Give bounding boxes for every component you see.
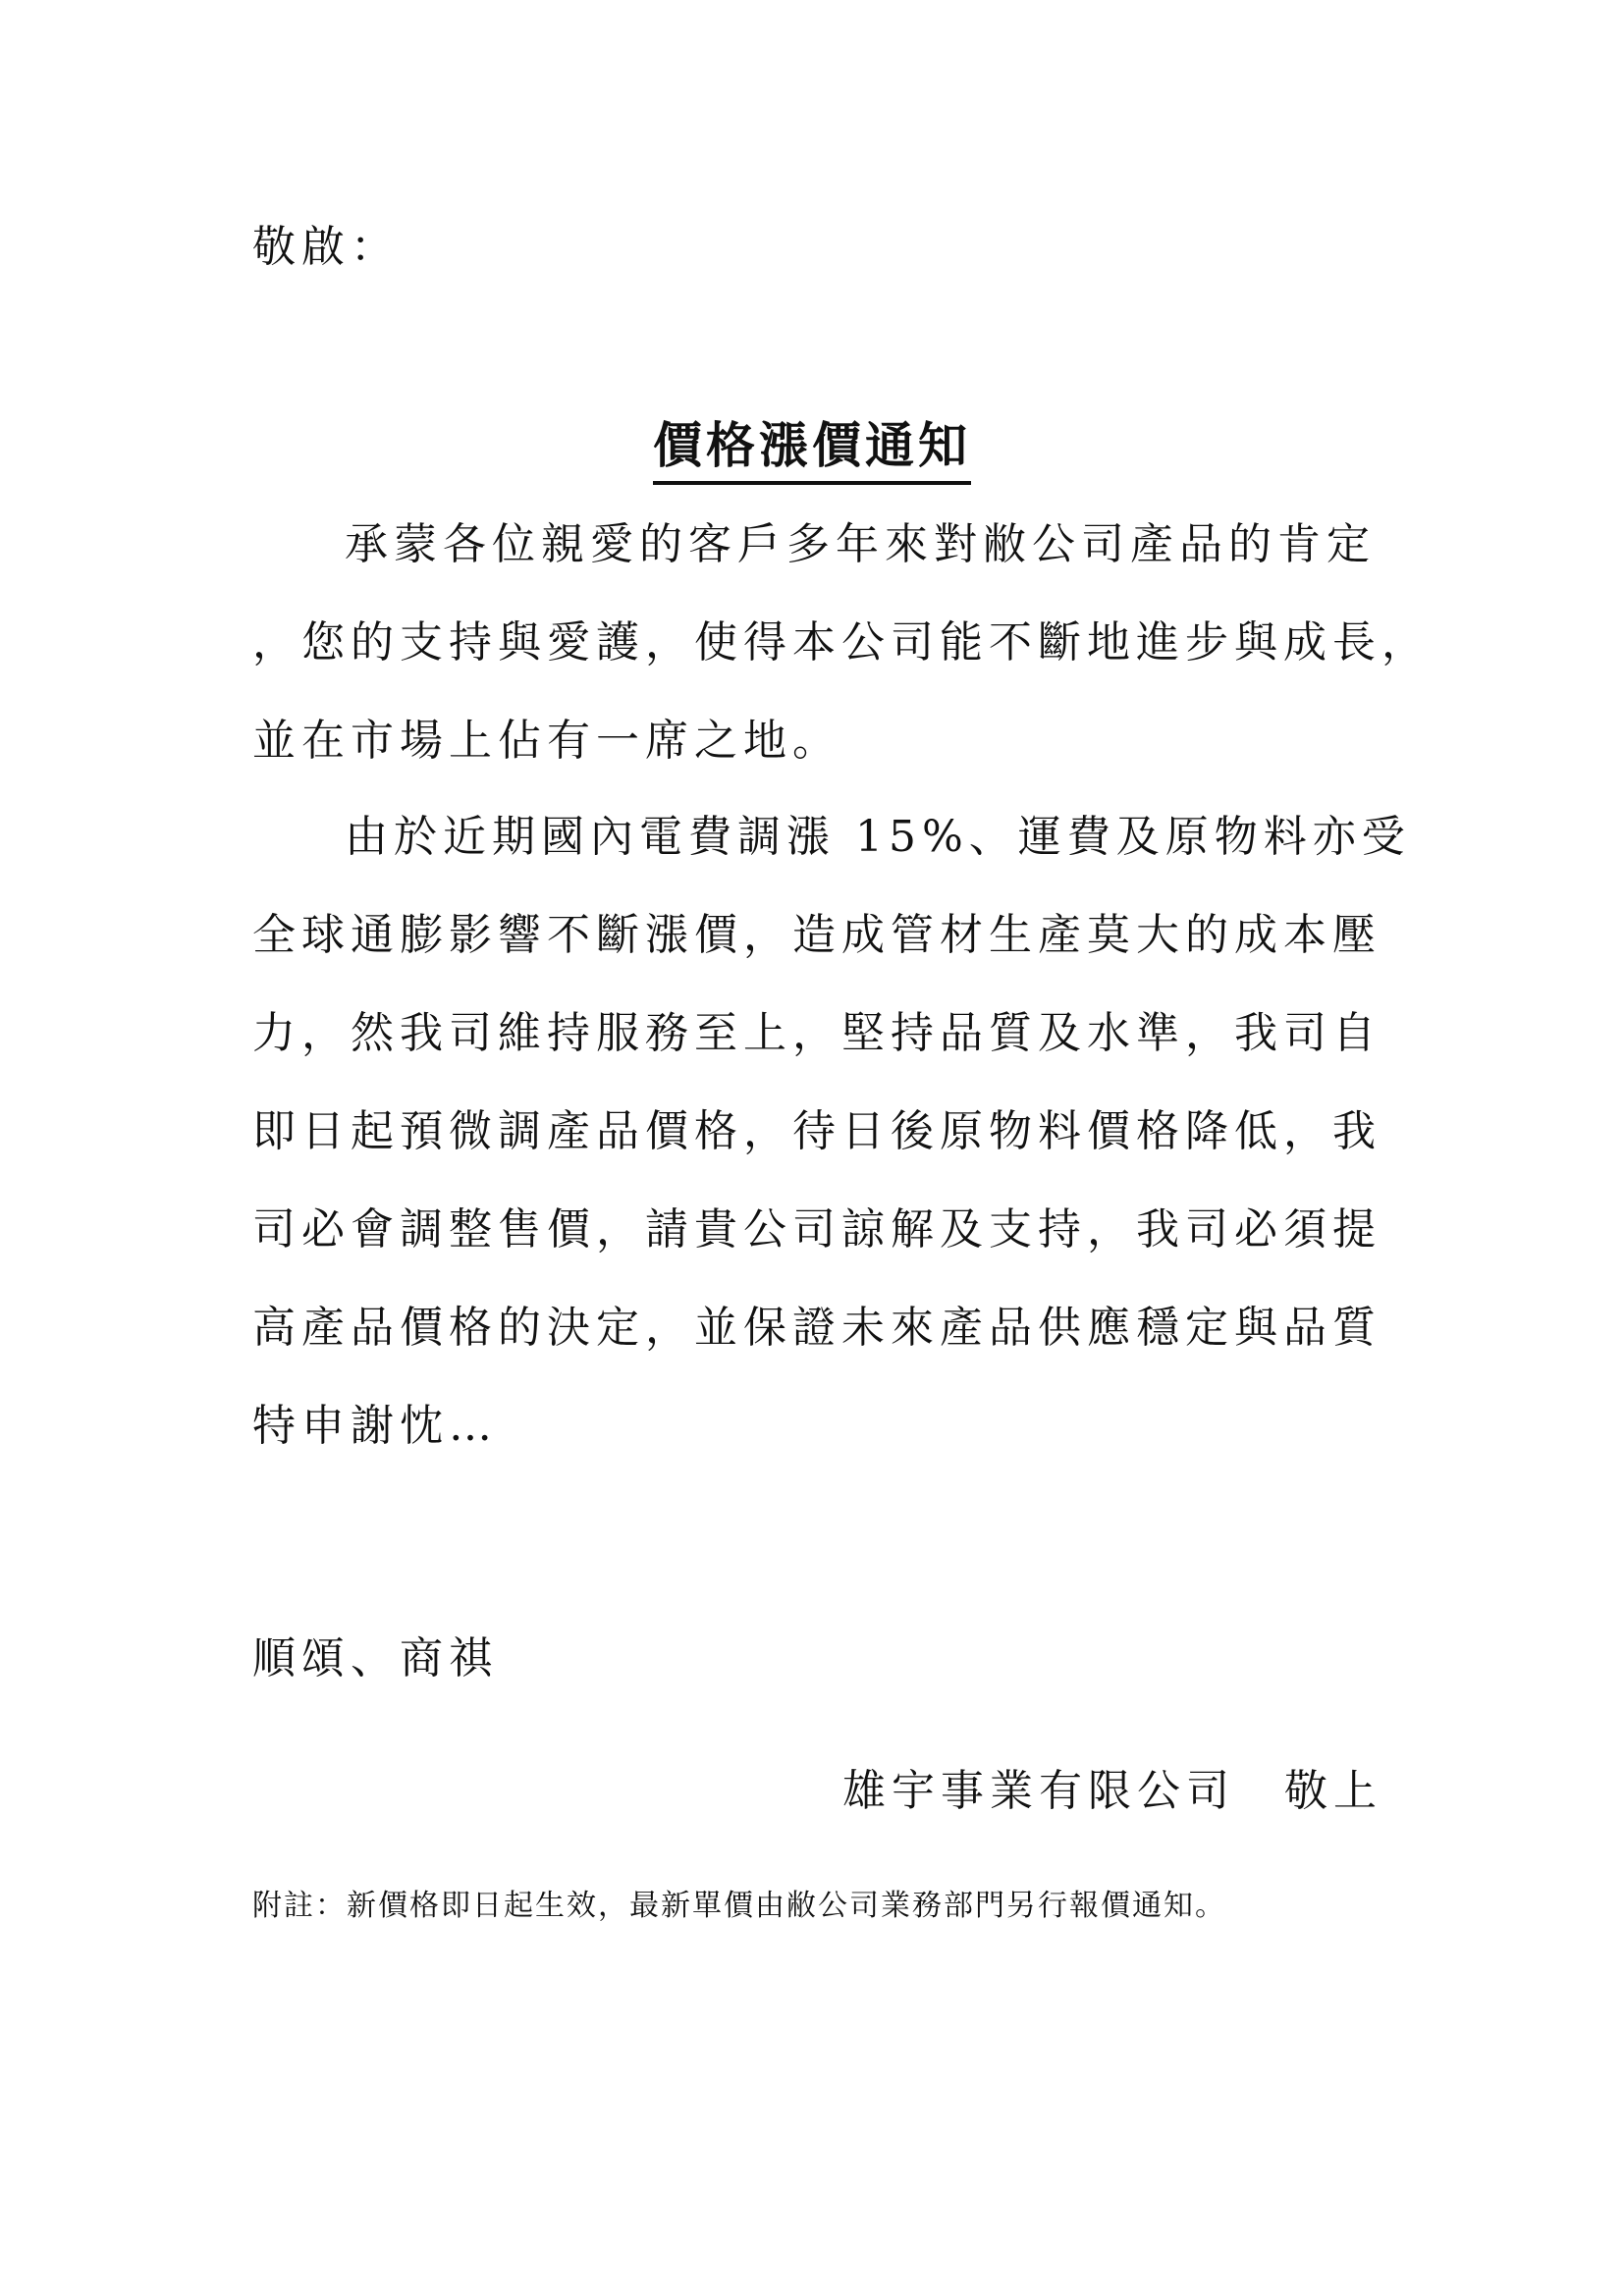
paragraph-2-line: 特申謝忱… <box>252 1401 498 1451</box>
company-name: 雄宇事業有限公司 <box>842 1766 1235 1816</box>
paragraph-2-line: 全球通膨影響不斷漲價，造成管材生產莫大的成本壓 <box>252 910 1381 960</box>
paragraph-2 <box>252 788 1411 1475</box>
paragraph-1-line: 並在市場上佔有一席之地。 <box>252 716 841 766</box>
paragraph-1 <box>252 496 1431 790</box>
paragraph-1-line: 承蒙各位親愛的客戶多年來對敝公司產品的肯定 <box>345 519 1376 569</box>
closing-phrase: 順頌、商祺 <box>252 1633 498 1683</box>
sign-off: 敬上 <box>1284 1766 1382 1816</box>
paragraph-2-line: 力，然我司維持服務至上，堅持品質及水準，我司自 <box>252 1008 1381 1058</box>
paragraph-2-line: 司必會調整售價，請貴公司諒解及支持，我司必須提 <box>252 1204 1381 1255</box>
paragraph-1-line: ，您的支持與愛護，使得本公司能不斷地進步與成長， <box>252 617 1431 667</box>
letter-title <box>0 412 1624 485</box>
letter-title-text: 價格漲價通知 <box>653 412 971 485</box>
signature-block <box>842 1762 1382 1821</box>
footnote: 附註：新價格即日起生效，最新單價由敝公司業務部門另行報價通知。 <box>252 1889 1226 1923</box>
paragraph-2-line: 由於近期國內電費調漲 15%、運費及原物料亦受 <box>345 812 1411 862</box>
paragraph-2-line: 即日起預微調產品價格，待日後原物料價格降低，我 <box>252 1106 1381 1156</box>
paragraph-2-line: 高產品價格的決定，並保證未來產品供應穩定與品質 <box>252 1303 1381 1353</box>
salutation: 敬啟： <box>252 222 400 272</box>
